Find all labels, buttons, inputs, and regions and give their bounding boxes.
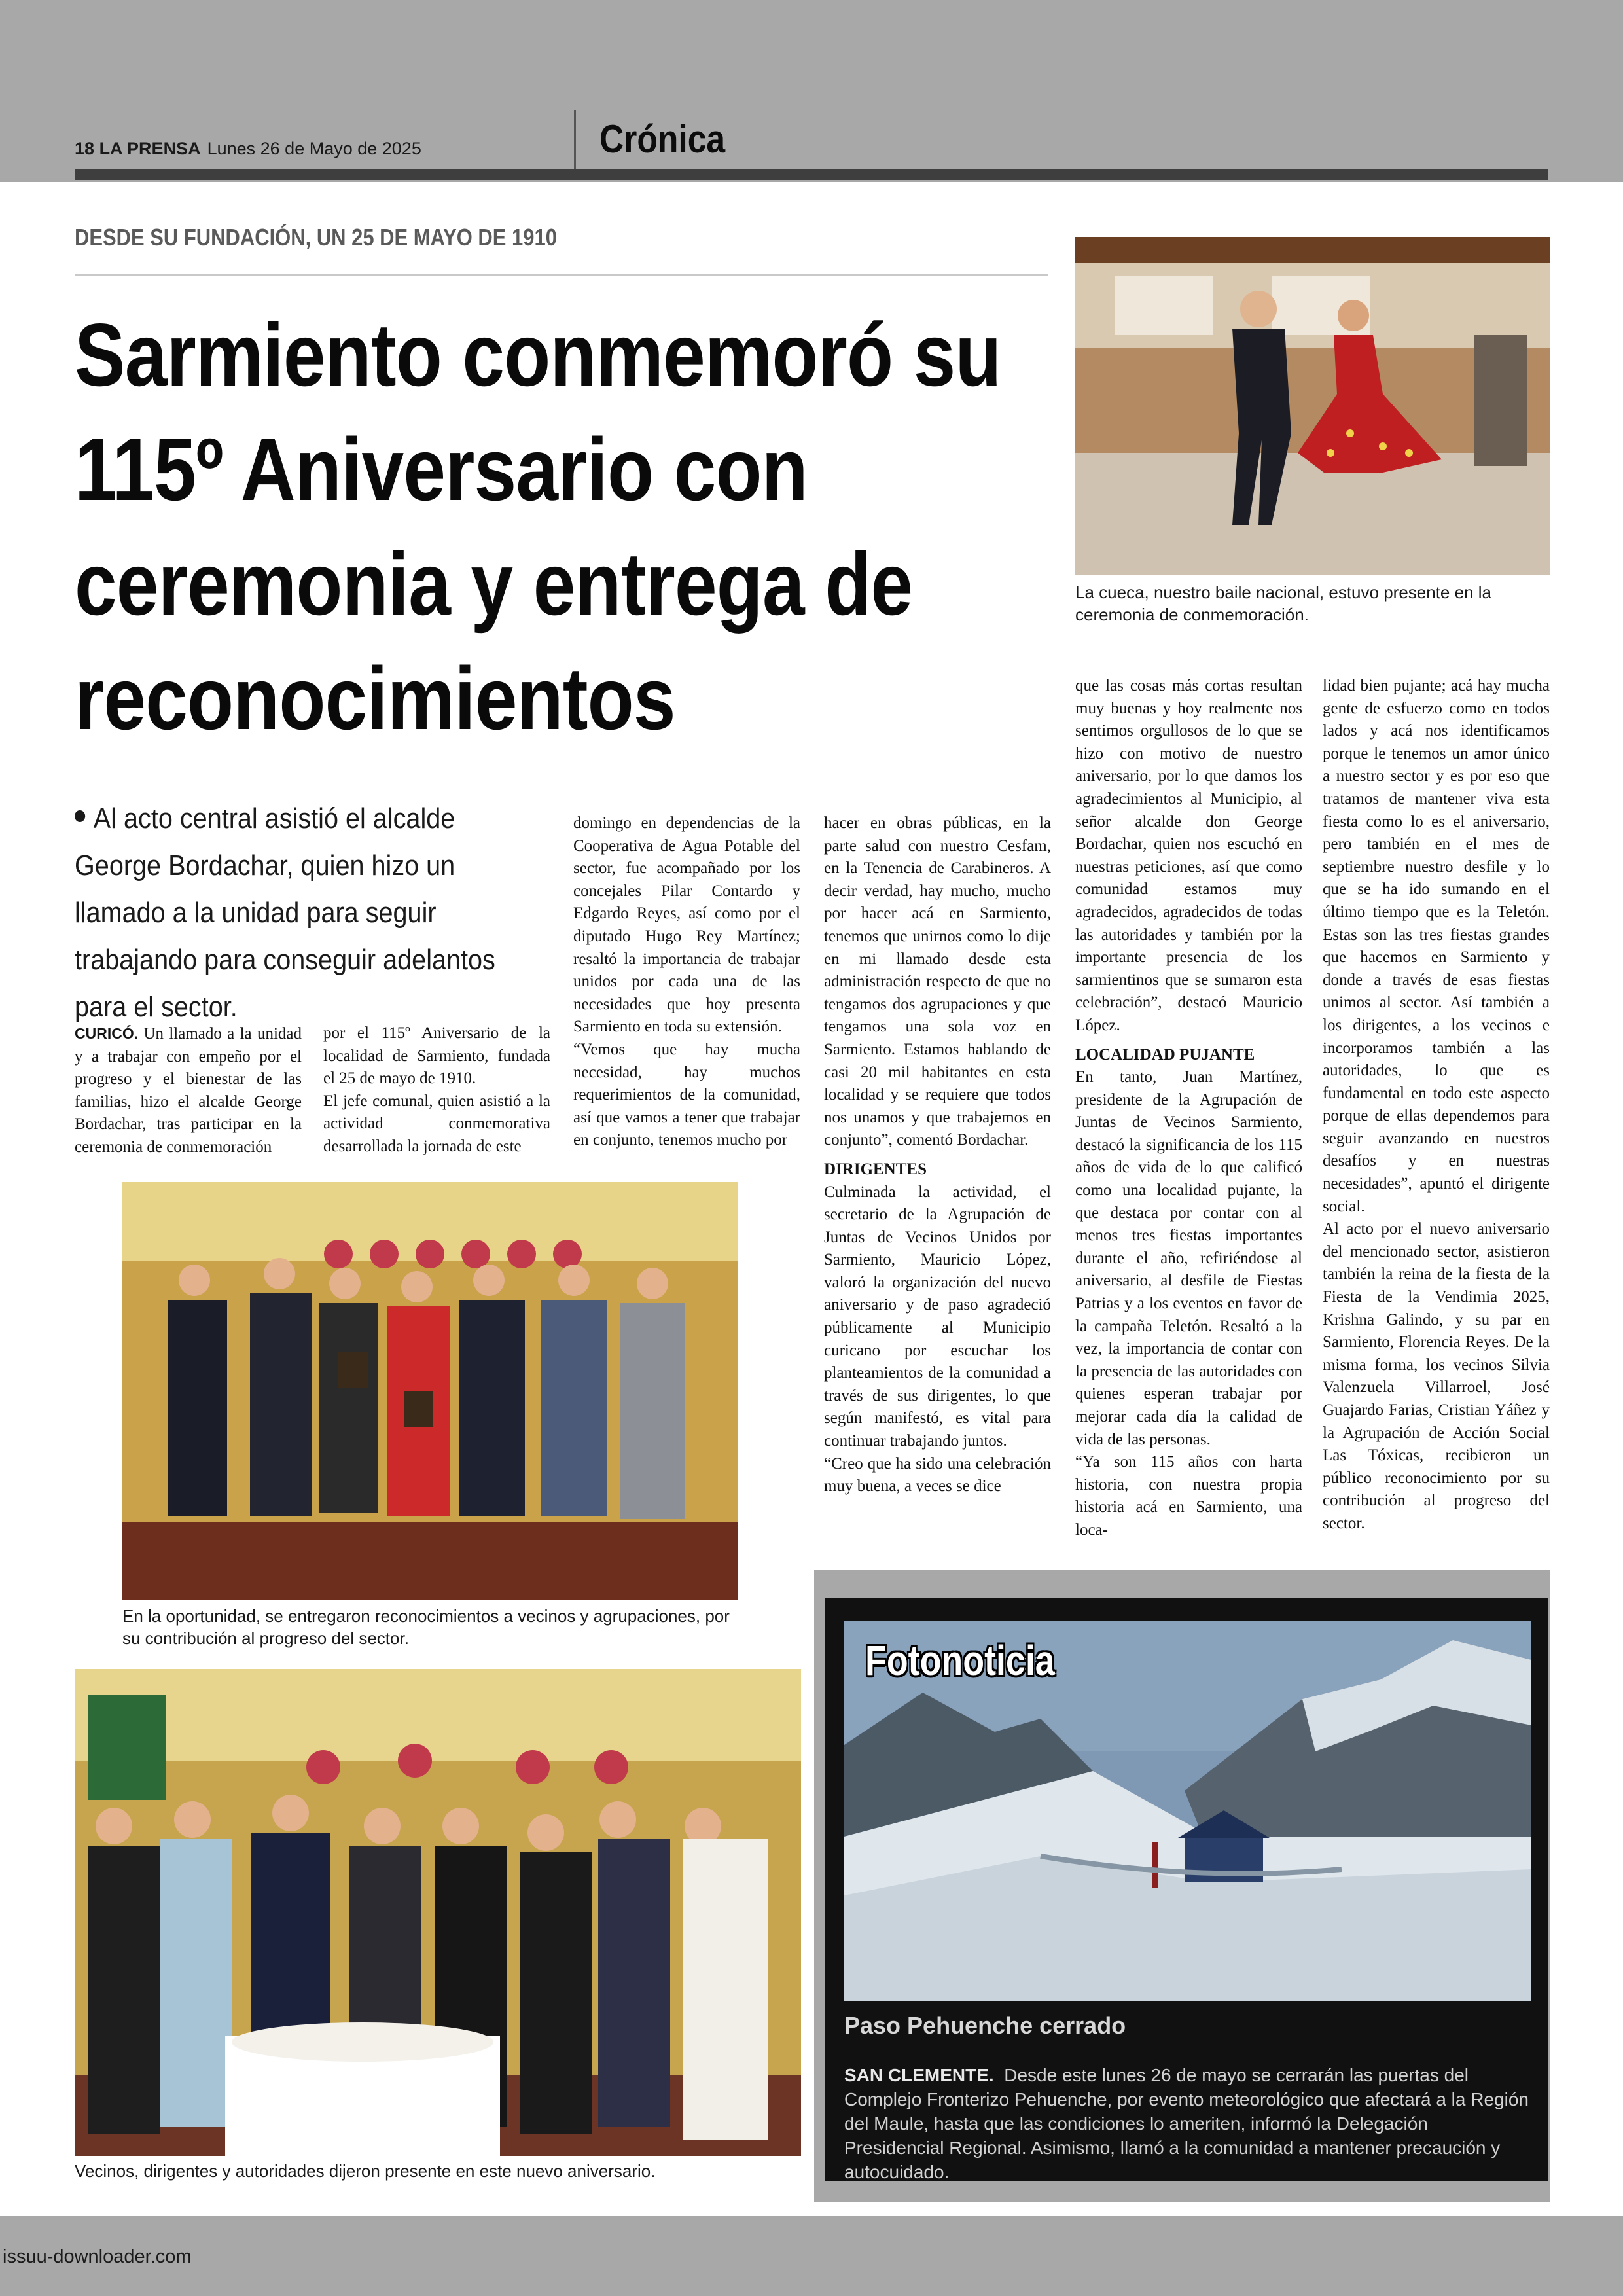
group-photo bbox=[75, 1669, 801, 2156]
caption-dance: La cueca, nuestro baile nacional, estuvo presente en la ceremonia de conmemoración. bbox=[1075, 583, 1491, 624]
col6-p2: Al acto por el nuevo aniversario del mencionado sector, asistieron también la reina de la fiesta de la Fiesta de la Vendimia 2025, Krishna Galindo, y su par en Sarmiento, Florencia Reyes. De la misma forma, los vecinos Silvia Valenzuela Villarroel, José Guajardo Farias, Cristian Yáñez y la Agrupación de Acción Social Las Tóxicas, recibieron un público reconocimiento por su contribución al progreso del sector. bbox=[1323, 1220, 1550, 1532]
issue-date: Lunes 26 de Mayo de 2025 bbox=[207, 139, 421, 158]
header-separator bbox=[574, 110, 576, 169]
column-2 bbox=[323, 1022, 550, 1158]
col5-p3: “Ya son 115 años con harta historia, con nuestra propia historia acá en Sarmiento, una loca- bbox=[1075, 1453, 1302, 1539]
section-title: Crónica bbox=[599, 117, 726, 161]
bullet-dot-icon bbox=[75, 810, 85, 822]
col4-p3: “Creo que ha sido una celebración muy buena, a veces se dice bbox=[824, 1454, 1051, 1496]
folio-line bbox=[75, 139, 421, 159]
kicker: DESDE SU FUNDACIÓN, UN 25 DE MAYO DE 1910 bbox=[75, 224, 557, 251]
deck-text: Al acto central asistió el alcalde George Bordachar, quien hizo un llamado a la unidad para seguir trabajando para conseguir adelantos para el sector. bbox=[75, 802, 495, 1023]
subhead-dirigentes: DIRIGENTES bbox=[824, 1160, 927, 1178]
caption-awards: En la oportunidad, se entregaron reconocimientos a vecinos y agrupaciones, por su contribución al progreso del sector. bbox=[122, 1606, 730, 1648]
column-4 bbox=[824, 812, 1051, 1498]
col5-p2: En tanto, Juan Martínez, presidente de la Agrupación de Juntas de Vecinos Sarmiento, destacó la significancia de los 115 años de vida de lo que calificó como una localidad pujante, la que destaca por contar con al menos tres fiestas importantes durante el año, refiriéndose al aniversario, al desfile de Fiestas Patrias y a los eventos en favor de la campaña Teletón. Resaltó a la vez, la importancia de contar con la presencia de las autoridades con quienes esperan trabajar por mejorar cada día la calidad de vida de las personas. bbox=[1075, 1068, 1302, 1448]
column-5 bbox=[1075, 675, 1302, 1542]
awards-photo bbox=[122, 1182, 738, 1600]
dateline: CURICÓ. bbox=[75, 1025, 139, 1042]
watermark: issuu-downloader.com bbox=[3, 2246, 192, 2267]
page-number: 18 bbox=[75, 139, 95, 158]
fotonoticia-dateline: SAN CLEMENTE. bbox=[844, 2065, 994, 2085]
fotonoticia-label: Fotonoticia bbox=[865, 1637, 1055, 1684]
header-rule bbox=[75, 169, 1548, 180]
col1-text: Un llamado a la unidad y a trabajar con empeño por el progreso y el bienestar de las familias, hizo el alcalde George Bordachar, tras participar en la ceremonia de conmemoración bbox=[75, 1025, 302, 1156]
col5-p1: que las cosas más cortas resultan muy buenas y hoy realmente nos sentimos orgullosos de lo que se hizo con motivo de nuestro aniversario, por lo que damos los agradecimientos al Municipio, al señor alcalde don George Bordachar, quien nos escuchó en nuestras peticiones, así que como comunidad estamos muy agradecidos, agradecidos de todas las autoridades y también por la importante presencia de los sarmientinos que se sumaron esta celebración”, destacó Mauricio López. bbox=[1075, 677, 1302, 1034]
column-1 bbox=[75, 1022, 302, 1159]
col2-p2: El jefe comunal, quien asistió a la actividad conmemorativa desarrollada la jornada de este bbox=[323, 1092, 550, 1155]
fotonoticia-title: Paso Pehuenche cerrado bbox=[844, 2012, 1126, 2039]
subhead-localidad-pujante: LOCALIDAD PUJANTE bbox=[1075, 1045, 1255, 1064]
award-ceremony-icon bbox=[122, 1182, 738, 1600]
column-3 bbox=[573, 812, 800, 1152]
publication-name: LA PRENSA bbox=[99, 139, 201, 158]
col6-p1: lidad bien pujante; acá hay mucha gente de esfuerzo como en todos lados y acá nos identificamos porque le tenemos un amor único a nuestro sector y es por eso que tratamos de mantener viva esta fiesta como lo es el aniversario, pero también en el mes de septiembre nuestro desfile y lo que se ha ido sumando en el último tiempo que es la Teletón. Estas son las tres fiestas grandes que hacemos en Sarmiento y donde a través de esas fiestas unimos al sector. Así también a los dirigentes, a los vecinos e incorporamos también a las autoridades, lo que es fundamental en todo este aspecto porque de ellas dependemos para seguir avanzando en nuestros desafíos y en nuestras necesidades”, apuntó el dirigente social. bbox=[1323, 677, 1550, 1215]
col4-p1: hacer en obras públicas, en la parte salud con nuestro Cesfam, en la Tenencia de Carabineros. A decir verdad, hay mucho, mucho por hacer acá en Sarmiento, tenemos que unirnos como lo dije en mi llamado desde esta administración respecto de que no tengamos dos agrupaciones y que tengamos una sola voz en Sarmiento. Estamos hablando de casi 20 mil habitantes en esta localidad y se requiere que todos nos unamos y que trabajemos en conjunto”, comentó Bordachar. bbox=[824, 814, 1051, 1149]
col2-p1: por el 115º Aniversario de la localidad de Sarmiento, fundada el 25 de mayo de 1910. bbox=[323, 1024, 550, 1088]
caption-group: Vecinos, dirigentes y autoridades dijeron presente en este nuevo aniversario. bbox=[75, 2161, 656, 2181]
headline: Sarmiento conmemoró su 115º Aniversario con ceremonia y entrega de reconocimientos bbox=[75, 305, 1001, 748]
group-cake-icon bbox=[75, 1669, 801, 2156]
cueca-dancers-icon bbox=[1075, 237, 1550, 575]
footer-band bbox=[0, 2216, 1623, 2296]
dance-photo bbox=[1075, 237, 1550, 575]
col3-p1: domingo en dependencias de la Cooperativa de Agua Potable del sector, fue acompañado por los concejales Pilar Contardo y Edgardo Reyes, así como por el diputado Hugo Rey Martínez; resaltó la importancia de trabajar unidos por cada una de las necesidades que hoy presenta Sarmiento en toda su extensión. bbox=[573, 814, 800, 1036]
fotonoticia-body bbox=[844, 2063, 1531, 2184]
col4-p2: Culminada la actividad, el secretario de la Agrupación de Juntas de Vecinos Unidos por Sarmiento, Mauricio López, valoró la organización del nuevo aniversario y de paso agradeció públicamente al Municipio curicano por escuchar los planteamientos de la comunidad a través de sus dirigentes, lo que según manifestó, es vital para continuar trabajando juntos. bbox=[824, 1183, 1051, 1450]
col3-quote: “Vemos que hay mucha necesidad, hay muchos requerimientos de la comunidad, así que vamos a tener que trabajar en conjunto, tenemos mucho por bbox=[573, 1040, 800, 1149]
fotonoticia-text: Desde este lunes 26 de mayo se cerrarán las puertas del Complejo Fronterizo Pehuenche, por evento meteorológico que afectará a la Región del Maule, hasta que las condiciones lo ameriten, informó la Delegación Presidencial Regional. Asimismo, llamó a la comunidad a mantener precaución y autocuidado. bbox=[844, 2065, 1529, 2182]
deck-bullet bbox=[75, 795, 522, 1031]
kicker-rule bbox=[75, 274, 1048, 276]
column-6 bbox=[1323, 675, 1550, 1535]
